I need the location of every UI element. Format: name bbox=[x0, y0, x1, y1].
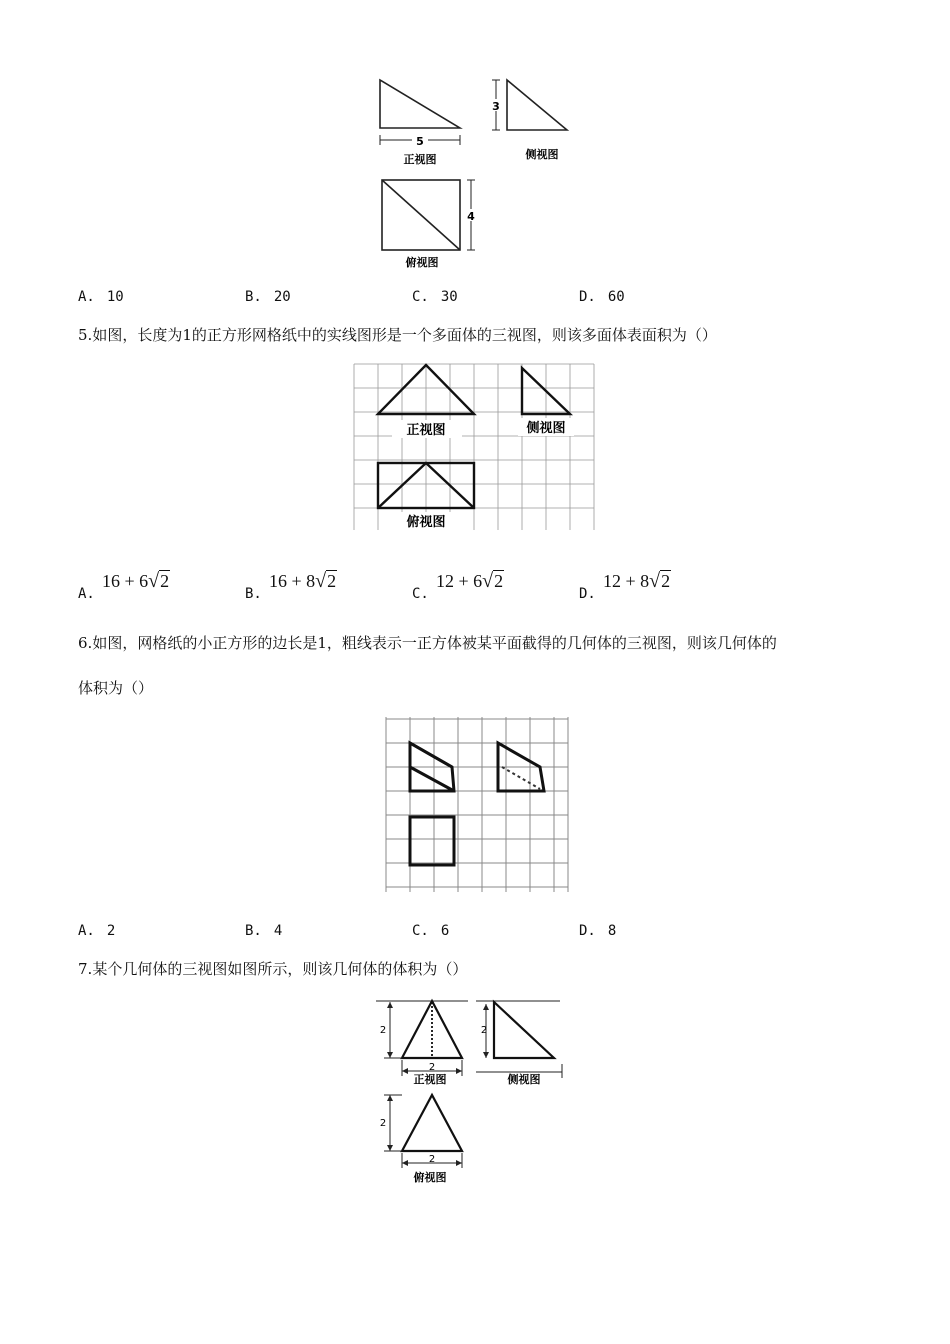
q7-top-width-label: 2 bbox=[428, 1154, 436, 1165]
q6-stem-line2: 体积为（） bbox=[78, 679, 154, 697]
q7-front-width-label: 2 bbox=[428, 1062, 436, 1073]
q7-stem bbox=[78, 958, 467, 980]
q6-front-view-top-edge bbox=[410, 743, 452, 767]
q5-option-b-expression: 16 + 8√2 bbox=[269, 570, 337, 592]
q5-side-view-label: 侧视图 bbox=[526, 421, 566, 436]
q4-side-view-label: 侧视图 bbox=[525, 148, 559, 161]
q5-option-b[interactable]: B. 16 + 8√2 bbox=[245, 570, 337, 602]
q4-width-label: 5 bbox=[416, 135, 424, 148]
q4-side-view-triangle bbox=[507, 80, 567, 130]
q4-three-view-figure bbox=[370, 72, 580, 272]
q5-option-d-expression: 12 + 8√2 bbox=[603, 570, 671, 592]
q7-front-view-label: 正视图 bbox=[413, 1073, 447, 1086]
q6-side-view-hidden-line bbox=[502, 767, 540, 789]
q7-side-view-triangle bbox=[494, 1002, 554, 1058]
q4-depth-label: 4 bbox=[467, 210, 475, 223]
q5-stem bbox=[78, 324, 717, 346]
q7-side-view-label: 侧视图 bbox=[507, 1073, 541, 1086]
q5-option-a-expression: 16 + 6√2 bbox=[102, 570, 170, 592]
q5-option-d[interactable]: D. 12 + 8√2 bbox=[579, 570, 671, 602]
q5-option-c[interactable]: C. 12 + 6√2 bbox=[412, 570, 504, 602]
q7-top-view-triangle bbox=[402, 1095, 462, 1151]
q5-option-a[interactable]: A. 16 + 6√2 bbox=[78, 570, 170, 602]
q5-front-view-label: 正视图 bbox=[406, 423, 446, 438]
q4-option-d[interactable]: D. 60 bbox=[579, 289, 625, 305]
q4-front-view-label: 正视图 bbox=[403, 153, 437, 166]
q6-option-a[interactable]: A. 2 bbox=[78, 923, 116, 939]
q7-number: 7. bbox=[78, 960, 93, 978]
q7-front-view-triangle bbox=[402, 1001, 462, 1058]
q6-option-b[interactable]: B. 4 bbox=[245, 923, 283, 939]
q7-top-height-label: 2 bbox=[379, 1118, 387, 1129]
q5-top-view-label: 俯视图 bbox=[406, 515, 446, 530]
q4-option-a[interactable]: A. 10 bbox=[78, 289, 124, 305]
q5-option-c-expression: 12 + 6√2 bbox=[436, 570, 504, 592]
q6-top-view-square bbox=[410, 817, 454, 865]
q4-height-label: 3 bbox=[492, 100, 500, 113]
q4-option-c[interactable]: C. 30 bbox=[412, 289, 458, 305]
q4-front-view-triangle bbox=[380, 80, 460, 128]
q6-grid-figure bbox=[382, 714, 572, 896]
q7-front-height-label: 2 bbox=[379, 1025, 387, 1036]
q7-side-height-label: 2 bbox=[480, 1025, 488, 1036]
q4-option-b[interactable]: B. 20 bbox=[245, 289, 291, 305]
q7-top-view-label: 俯视图 bbox=[413, 1171, 447, 1184]
q6-front-view-section-line bbox=[410, 767, 454, 791]
q5-number: 5. bbox=[78, 326, 93, 344]
q7-three-view-figure bbox=[372, 996, 568, 1186]
q6-option-c[interactable]: C. 6 bbox=[412, 923, 450, 939]
q6-option-d[interactable]: D. 8 bbox=[579, 923, 617, 939]
q6-number: 6. bbox=[78, 634, 93, 652]
q7-text: 某个几何体的三视图如图所示，则该几何体的体积为（） bbox=[92, 960, 468, 978]
q5-text: 如图，长度为1的正方形网格纸中的实线图形是一个多面体的三视图，则该多面体表面积为（） bbox=[92, 326, 717, 344]
q5-grid-figure bbox=[352, 362, 598, 532]
q4-top-view-diagonal bbox=[382, 180, 460, 250]
q6-stem-line1: 6.如图，网格纸的小正方形的边长是1，粗线表示一正方体被某平面截得的几何体的三视图，则该几何体的 bbox=[78, 634, 777, 652]
q4-top-view-label: 俯视图 bbox=[405, 256, 439, 269]
